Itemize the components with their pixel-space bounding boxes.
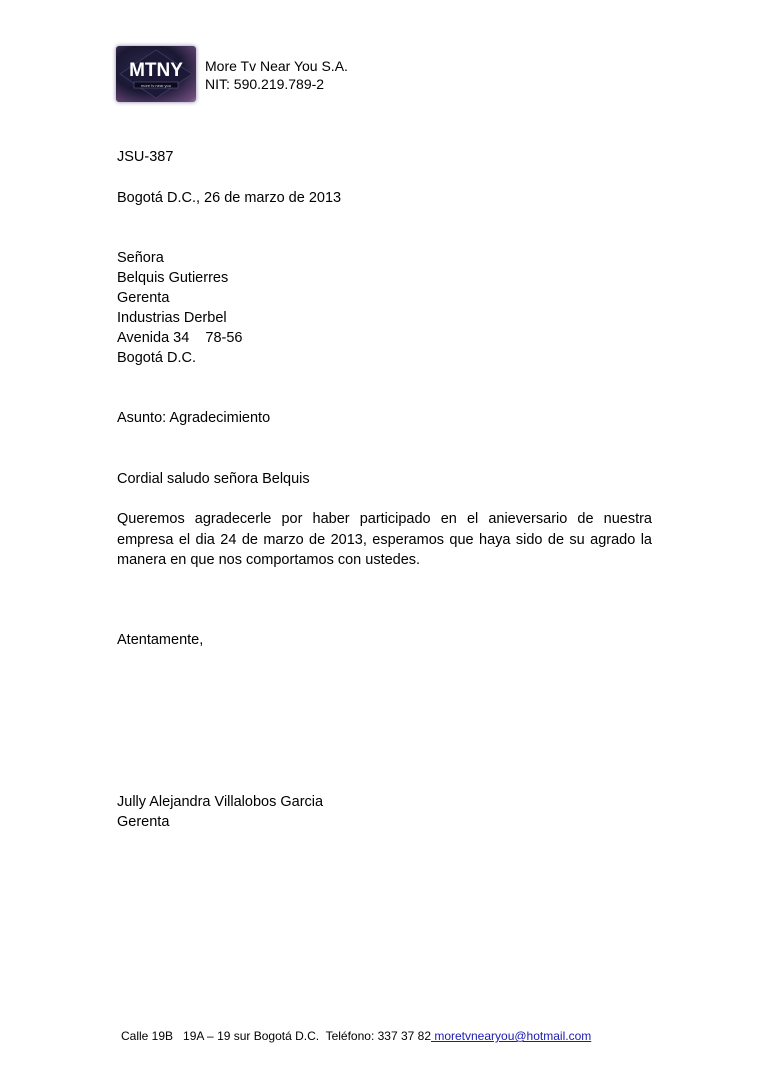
letter-date: Bogotá D.C., 26 de marzo de 2013 bbox=[117, 190, 342, 206]
letter-body: Queremos agradecerle por haber participado en el anieversario de nuestra empresa el dia 24 de marzo de 2013, esperamos que haya sido de su agrado la manera en que nos comportamos con ustedes. bbox=[117, 511, 652, 568]
recipient-address: Avenida 34 78-56 bbox=[117, 330, 243, 346]
recipient-position: Gerenta bbox=[117, 290, 170, 306]
reference-code: JSU-387 bbox=[117, 149, 174, 165]
recipient-city: Bogotá D.C. bbox=[117, 350, 196, 366]
company-nit: NIT: 590.219.789-2 bbox=[205, 76, 325, 92]
company-name: More Tv Near You S.A. bbox=[205, 58, 348, 74]
letter-greeting: Cordial saludo señora Belquis bbox=[117, 471, 310, 487]
footer-email-link[interactable]: moretvnearyou@hotmail.com bbox=[431, 1029, 592, 1043]
signer-name: Jully Alejandra Villalobos Garcia bbox=[117, 794, 324, 810]
recipient-company: Industrias Derbel bbox=[117, 310, 227, 326]
logo-text: MTNY bbox=[129, 60, 183, 81]
logo-subtext: more tv near you bbox=[140, 83, 172, 88]
page-footer bbox=[121, 1029, 591, 1043]
letter-closing: Atentamente, bbox=[117, 632, 204, 648]
company-info bbox=[205, 57, 348, 93]
recipient-title: Señora bbox=[117, 250, 164, 266]
company-logo bbox=[116, 46, 196, 102]
footer-address-phone: Calle 19B 19A – 19 sur Bogotá D.C. Teléfono: 337 37 82 bbox=[121, 1029, 431, 1043]
signer-position: Gerenta bbox=[117, 814, 170, 830]
recipient-name: Belquis Gutierres bbox=[117, 270, 229, 286]
letter-subject: Asunto: Agradecimiento bbox=[117, 410, 271, 426]
logo-graphic bbox=[116, 46, 196, 102]
